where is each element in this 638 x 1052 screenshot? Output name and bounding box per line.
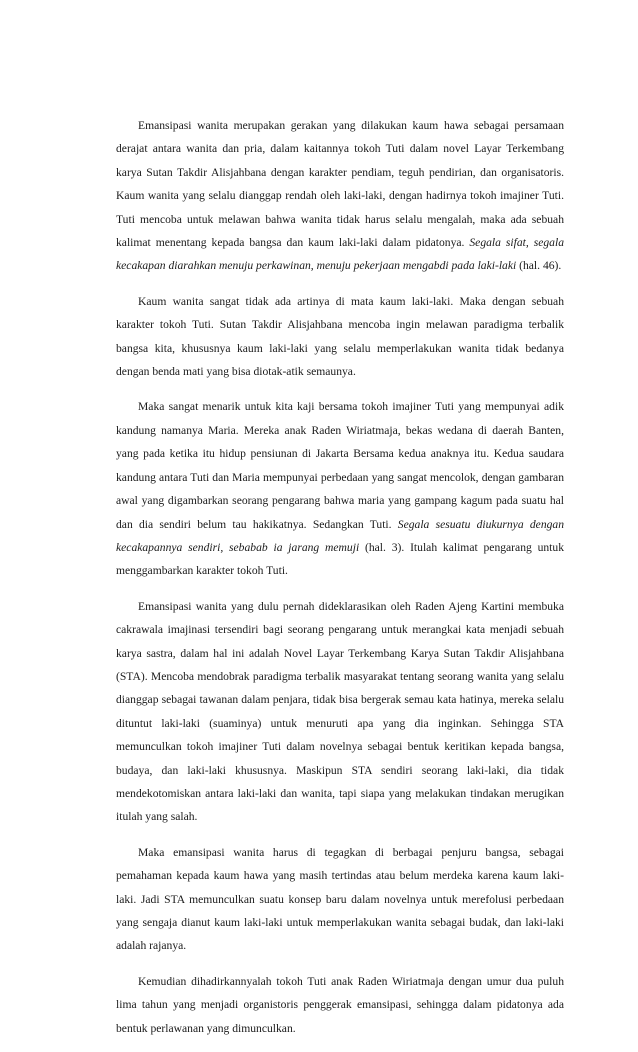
paragraph-3 [116,395,564,582]
paragraph-text: (hal. 46). [516,259,562,273]
paragraph-6 [116,970,564,1040]
paragraph-2 [116,290,564,384]
paragraph-text: Kaum wanita sangat tidak ada artinya di mata kaum laki-laki. Maka dengan sebuah karakter tokoh Tuti. Sutan Takdir Alisjahbana mencoba ingin melawan paradigma terbalik bangsa kita, khususnya kaum laki-laki yang selalu memperlakukan wanita tidak bedanya dengan benda mati yang bisa diotak-atik semaunya. [116,294,564,379]
paragraph-text: Emansipasi wanita yang dulu pernah dideklarasikan oleh Raden Ajeng Kartini membuka cakrawala imajinasi tersendiri bagi seorang pengarang untuk merangkai kata menjadi sebuah karya sastra, dalam hal ini adalah Novel Layar Terkembang Karya Sutan Takdir Alisjahbana (STA). Mencoba mendobrak paradigma terbalik masyarakat tentang seorang wanita yang selalu dianggap sebagai tawanan dalam penjara, tidak bisa bergerak semau kata hatinya, mereka selalu dituntut laki-laki (suaminya) untuk menuruti apa yang dia inginkan. Sehingga STA memunculkan tokoh imajiner Tuti dalam novelnya sebagai bentuk keritikan kepada bangsa, budaya, dan laki-laki khususnya. Maskipun STA sendiri seorang laki-laki, dia tidak mendekotomiskan antara laki-laki dan wanita, tapi siapa yang melakukan tindakan merugikan itulah yang salah. [116,599,564,824]
paragraph-text: (hal. 3). Itulah kalimat pengarang untuk menggambarkan karakter tokoh Tuti. [116,540,565,578]
paragraph-text: Kemudian dihadirkannyalah tokoh Tuti anak Raden Wiriatmaja dengan umur dua puluh lima tahun yang menjadi organistoris penggerak emansipasi, sehingga dalam pidatonya ada bentuk perlawanan yang dimunculkan. [116,974,564,1035]
paragraph-5 [116,841,564,958]
quoted-italic-text: Segala sifat, segala kecakapan diarahkan menuju perkawinan, menuju pekerjaan mengabdi pada laki-laki [116,236,564,273]
paragraph-1 [116,114,564,278]
paragraph-4 [116,595,564,829]
document-body [116,114,564,1052]
paragraph-text: Maka sangat menarik untuk kita kaji bersama tokoh imajiner Tuti yang mempunyai adik kandung namanya Maria. Mereka anak Raden Wiriatmaja, bekas wedana di daerah Banten, yang pada ketika itu hidup pensiunan di Jakarta Bersama kedua anaknya itu. Kedua saudara kandung antara Tuti dan Maria mempunyai perbedaan yang sangat mencolok, dengan gambaran awal yang digambarkan seorang pengarang bahwa maria yang gampang kagum pada suatu hal dan dia sendiri belum tau hakikatnya. Sedangkan Tuti. [116,400,564,531]
paragraph-text: Emansipasi wanita merupakan gerakan yang dilakukan kaum hawa sebagai persamaan derajat antara wanita dan pria, dalam kaitannya tokoh Tuti dalam novel Layar Terkembang karya Sutan Takdir Alisjahbana dengan karakter pendiam, teguh pendirian, dan organisatoris. Kaum wanita yang selalu dianggap rendah oleh laki-laki, dengan hadirnya tokoh imajiner Tuti. Tuti mencoba untuk melawan bahwa wanita tidak harus selalu mengalah, maka ada sebuah kalimat menentang kepada bangsa dan kaum laki-laki dalam pidatonya. [116,119,564,250]
quoted-italic-text: Segala sesuatu diukurnya dengan kecakapannya sendiri, sebabab ia jarang memuji [116,517,565,554]
paragraph-text: Maka emansipasi wanita harus di tegagkan di berbagai penjuru bangsa, sebagai pemahaman kepada kaum hawa yang masih tertindas atau belum merdeka karena kaum laki-laki. Jadi STA memunculkan suatu konsep baru dalam novelnya untuk merefolusi perbedaan yang sengaja dianut kaum laki-laki untuk memperlakukan wanita sebagai budak, dan laki-laki adalah rajanya. [116,845,564,953]
